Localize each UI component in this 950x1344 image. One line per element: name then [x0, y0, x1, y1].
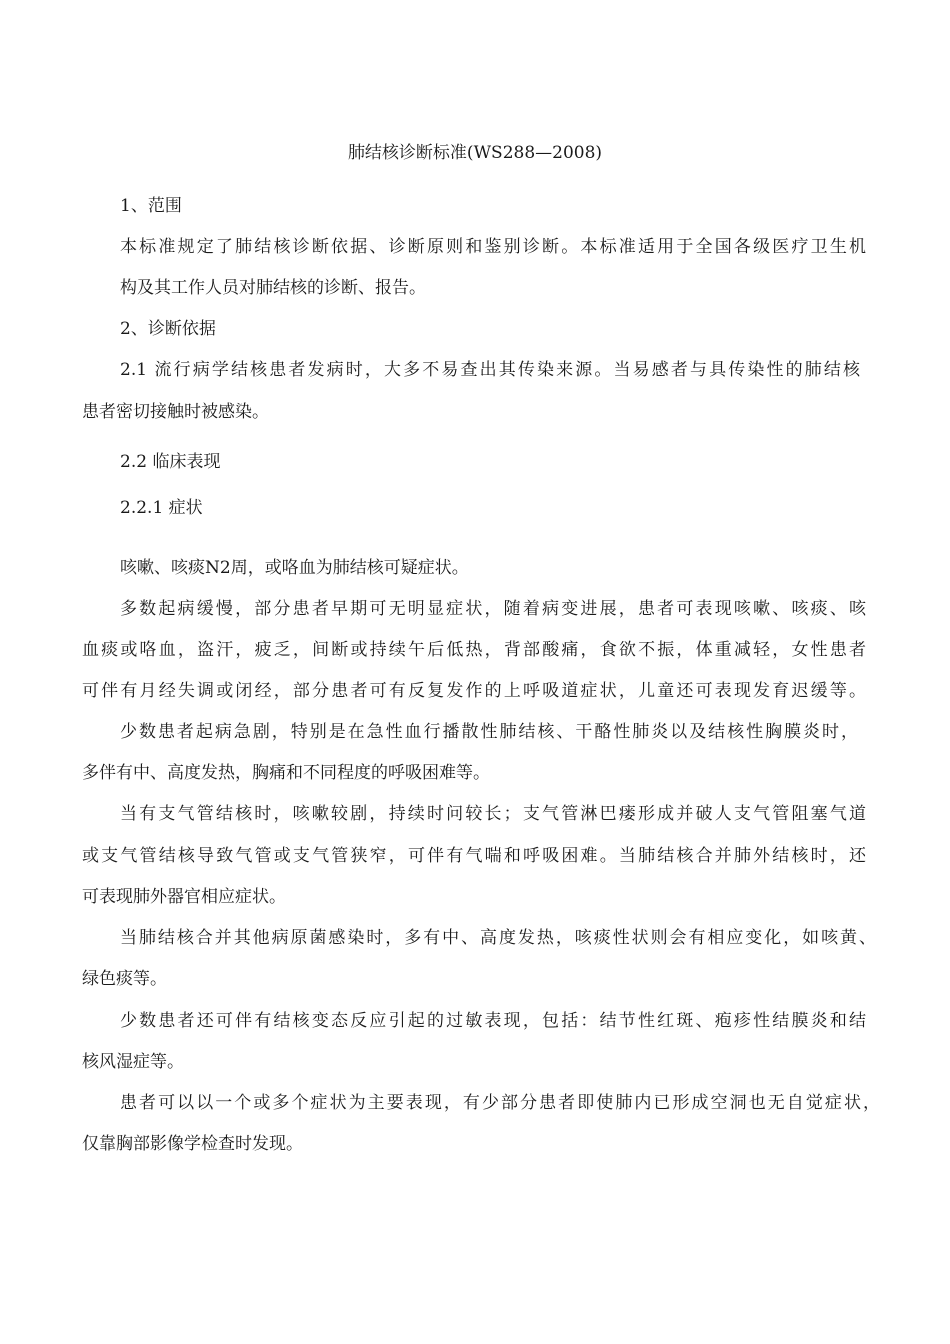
- paragraph-line: 患者可以以一个或多个症状为主要表现，有少部分患者即使肺内已形成空洞也无自觉症状，: [120, 1093, 880, 1113]
- paragraph-line: 少数患者还可伴有结核变态反应引起的过敏表现，包括：结节性红斑、疱疹性结膜炎和结: [120, 1011, 866, 1031]
- paragraph-line: 本标准规定了肺结核诊断依据、诊断原则和鉴别诊断。本标准适用于全国各级医疗卫生机: [120, 237, 866, 257]
- paragraph-line: 当肺结核合并其他病原菌感染时，多有中、高度发热，咳痰性状则会有相应变化，如咳黄、: [120, 928, 876, 948]
- paragraph-line: 仅靠胸部影像学检查时发现。: [82, 1134, 303, 1154]
- paragraph-line: 多数起病缓慢，部分患者早期可无明显症状，随着病变进展，患者可表现咳嗽、咳痰、咳: [120, 599, 866, 619]
- subsection-heading-clinical: 2.2 临床表现: [120, 452, 221, 472]
- subsection-heading-symptoms: 2.2.1 症状: [120, 498, 203, 518]
- paragraph-line: 或支气管结核导致气管或支气管狭窄，可伴有气喘和呼吸困难。当肺结核合并肺外结核时，还: [82, 846, 866, 866]
- paragraph-line: 少数患者起病急剧，特别是在急性血行播散性肺结核、干酪性肺炎以及结核性胸膜炎时，: [120, 722, 858, 742]
- paragraph-line: 可伴有月经失调或闭经，部分患者可有反复发作的上呼吸道症状，儿童还可表现发育迟缓等。: [82, 681, 866, 701]
- paragraph-line: 当有支气管结核时，咳嗽较剧，持续时问较长；支气管淋巴瘘形成并破人支气管阻塞气道: [120, 804, 866, 824]
- document-title: 肺结核诊断标准(WS288—2008): [347, 143, 603, 163]
- paragraph-line: 患者密切接触时被感染。: [82, 402, 269, 422]
- paragraph-line: 血痰或咯血，盗汗，疲乏，间断或持续午后低热，背部酸痛，食欲不振，体重减轻，女性患者: [82, 640, 866, 660]
- paragraph-line: 构及其工作人员对肺结核的诊断、报告。: [120, 278, 426, 298]
- paragraph-line: 绿色痰等。: [82, 969, 167, 989]
- paragraph-line: 核风湿症等。: [82, 1052, 184, 1072]
- paragraph-line: 多伴有中、高度发热，胸痛和不同程度的呼吸困难等。: [82, 763, 490, 783]
- paragraph-line: 咳嗽、咳痰N2周，或咯血为肺结核可疑症状。: [120, 558, 469, 578]
- paragraph-line: 2.1 流行病学结核患者发病时，大多不易查出其传染来源。当易感者与具传染性的肺结核: [120, 360, 860, 380]
- section-heading-scope: 1、范围: [120, 196, 182, 216]
- paragraph-line: 可表现肺外器官相应症状。: [82, 887, 286, 907]
- section-heading-basis: 2、诊断依据: [120, 319, 216, 339]
